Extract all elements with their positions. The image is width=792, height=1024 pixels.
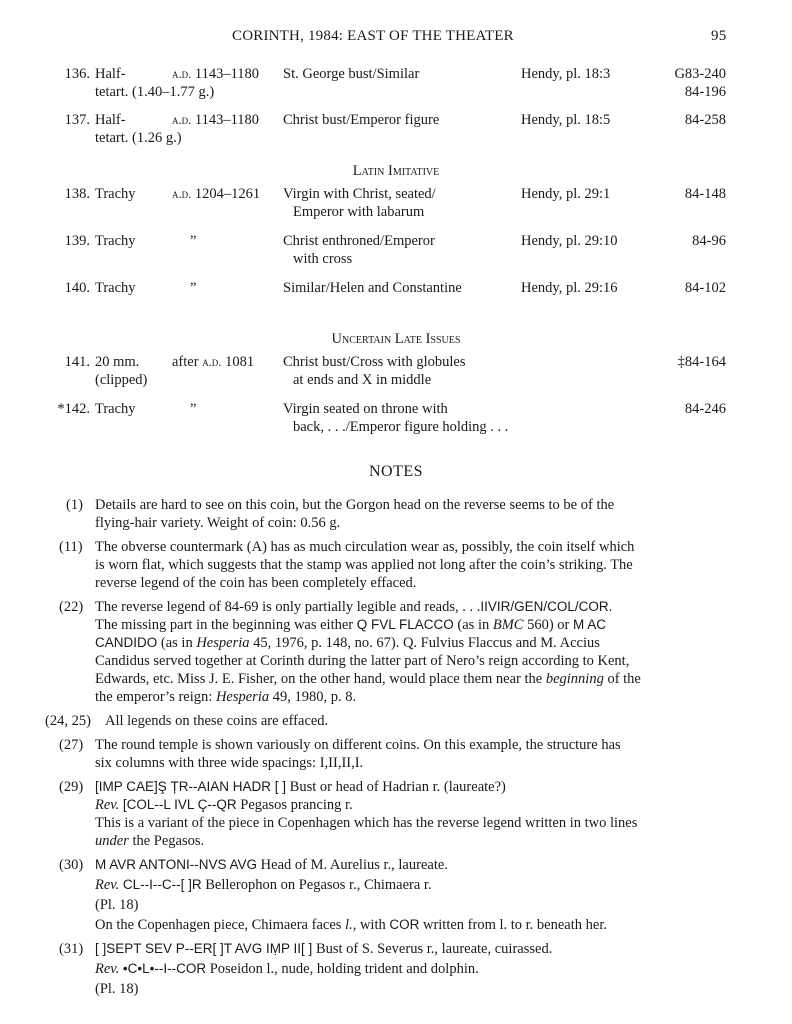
coin-types: with cross <box>293 251 353 267</box>
inventory-number: 84-96 <box>692 233 726 249</box>
date-range: a.d. 1204–1261 <box>172 186 261 202</box>
note-text-part: of the <box>607 671 641 687</box>
reference: Hendy, pl. 29:10 <box>521 233 618 249</box>
coin-legend: CANDIDO <box>95 635 158 650</box>
note-label: (27) <box>59 737 84 753</box>
note-label: (22) <box>59 599 84 615</box>
note-label: (29) <box>59 779 84 795</box>
catalogue-number: 136. <box>64 66 90 82</box>
note-text-part: Bust of S. Severus r., laureate, cuirassed. <box>315 941 553 957</box>
note-text <box>95 688 356 706</box>
coin-legend: Q FVL FLACCO <box>356 617 454 632</box>
note-text <box>95 778 506 796</box>
note-text-part: Pegasos prancing r. <box>240 797 353 813</box>
reverse-label: Rev. <box>95 797 120 813</box>
inventory-number: 84-246 <box>684 401 726 417</box>
note-text-part: 49, 1980, p. 8. <box>272 689 357 705</box>
note-text: The round temple is shown variously on different coins. On this example, the structure has <box>95 737 621 753</box>
note-text <box>95 960 479 978</box>
reverse-label: Rev. <box>95 961 120 977</box>
denomination: tetart. (1.40–1.77 g.) <box>95 84 215 100</box>
note-text-part: Poseidon l., nude, holding trident and dolphin. <box>209 961 479 977</box>
coin-legend: [COL--L IVL Ç--QR <box>122 797 237 812</box>
note-text-part: 560) or <box>527 617 570 633</box>
date-range: ” <box>190 280 197 296</box>
note-text: reverse legend of the coin has been completely effaced. <box>95 575 417 591</box>
coin-types: Virgin with Christ, seated/ <box>283 186 436 202</box>
note-text <box>95 832 204 850</box>
denomination: Half- <box>95 66 126 82</box>
coin-legend: •C•L•--I--COR <box>122 961 207 976</box>
coin-legend: M AC <box>573 617 607 632</box>
coin-types: Christ bust/Cross with globules <box>283 354 466 370</box>
emphasis: beginning <box>545 671 604 687</box>
date-range: a.d. 1143–1180 <box>172 66 260 82</box>
journal-ref: Hesperia <box>196 635 250 651</box>
note-text-part: Head of M. Aurelius r., laureate. <box>260 857 448 873</box>
date-range: ” <box>190 233 197 249</box>
denomination: Trachy <box>95 401 136 417</box>
date-range: after a.d. 1081 <box>172 354 255 370</box>
note-text <box>95 634 600 652</box>
note-text: six columns with three wide spacings: I,II,II,I. <box>95 755 364 771</box>
inventory-number: 84-102 <box>684 280 726 296</box>
note-text <box>95 670 641 688</box>
note-text-part: , with <box>352 917 386 933</box>
section-heading-uncertain-late-issues: Uncertain Late Issues <box>331 331 461 347</box>
catalogue-number: 137. <box>64 112 90 128</box>
note-text <box>95 916 607 934</box>
note-text: Details are hard to see on this coin, but the Gorgon head on the reverse seems to be of the <box>95 497 615 513</box>
note-text-part: Bellerophon on Pegasos r., Chimaera r. <box>205 877 432 893</box>
catalogue-number: 138. <box>64 186 90 202</box>
coin-types: at ends and X in middle <box>293 372 432 388</box>
note-text-part: the Pegasos. <box>132 833 205 849</box>
note-text <box>95 940 552 958</box>
page-number: 95 <box>711 28 727 44</box>
reference: Hendy, pl. 18:5 <box>521 112 611 128</box>
inventory-number: 84-148 <box>684 186 726 202</box>
denomination: (clipped) <box>95 372 148 388</box>
inventory-number: G83-240 <box>674 66 726 82</box>
coin-types: Christ bust/Emperor figure <box>283 112 440 128</box>
note-text-part: the emperor’s reign: <box>95 689 213 705</box>
coin-legend: CL--I--C--[ ]R <box>122 877 202 892</box>
note-text: This is a variant of the piece in Copenhagen which has the reverse legend written in two lines <box>95 815 638 831</box>
denomination: 20 mm. <box>95 354 140 370</box>
coin-types: Emperor with labarum <box>293 204 425 220</box>
coin-legend: [IMP CAE]Ş ȚR--AIAN HADR [ ] <box>95 779 287 794</box>
coin-types: Christ enthroned/Emperor <box>283 233 435 249</box>
denomination: Trachy <box>95 233 136 249</box>
catalogue-number: 139. <box>64 233 90 249</box>
note-text <box>95 616 606 634</box>
note-label: (11) <box>59 539 83 555</box>
coin-legend: [ ]SEPT SEV P--ER[ ]T AVG IṂP II[ ] <box>95 941 313 956</box>
note-text <box>95 796 353 814</box>
inventory-number: 84-196 <box>684 84 726 100</box>
coin-legend: COR <box>389 917 420 932</box>
reference: Hendy, pl. 18:3 <box>521 66 611 82</box>
note-label: (24, 25) <box>45 713 91 729</box>
note-text-part: Bust or head of Hadrian r. (laureate?) <box>289 779 506 795</box>
reverse-label: Rev. <box>95 877 120 893</box>
note-text-part: On the Copenhagen piece, Chimaera faces <box>95 917 342 933</box>
coin-types: Virgin seated on throne with <box>283 401 448 417</box>
note-text-part: The missing part in the beginning was either <box>95 617 354 633</box>
denomination: Half- <box>95 112 126 128</box>
note-text: is worn flat, which suggests that the stamp was applied not long after the coin’s striking. The <box>95 557 633 573</box>
coin-types: Similar/Helen and Constantine <box>283 280 462 296</box>
plate-ref: (Pl. 18) <box>95 981 139 997</box>
note-text-part: Edwards, etc. Miss J. E. Fisher, on the other hand, would place them near the <box>95 671 543 687</box>
notes-heading: NOTES <box>368 463 424 480</box>
coin-legend: M AVR ANTONI--NVS AVG <box>95 857 258 872</box>
running-title: CORINTH, 1984: EAST OF THE THEATER <box>232 28 514 44</box>
note-text <box>95 876 432 894</box>
denomination: tetart. (1.26 g.) <box>95 130 182 146</box>
note-text-part: 45, 1976, p. 148, no. 67). Q. Fulvius Flaccus and M. Accius <box>253 635 600 651</box>
plate-ref: (Pl. 18) <box>95 897 139 913</box>
catalogue-number: 140. <box>64 280 90 296</box>
date-range: a.d. 1143–1180 <box>172 112 260 128</box>
catalogue-number: 141. <box>64 354 90 370</box>
coin-types: back, . . ./Emperor figure holding . . . <box>293 419 509 435</box>
note-label: (1) <box>66 497 83 513</box>
emphasis: l. <box>345 917 353 933</box>
denomination: Trachy <box>95 186 136 202</box>
coin-legend: IIVIR/GEN/COL/COR. <box>480 599 613 614</box>
note-label: (30) <box>59 857 84 873</box>
section-heading-latin-imitative: Latin Imitative <box>352 163 440 179</box>
date-range: ” <box>190 401 197 417</box>
inventory-number: ‡84-164 <box>677 354 726 370</box>
inventory-number: 84-258 <box>684 112 726 128</box>
note-text-part: The reverse legend of 84-69 is only partially legible and reads, . . . <box>95 599 481 615</box>
emphasis: under <box>95 833 129 849</box>
reference: Hendy, pl. 29:16 <box>521 280 618 296</box>
denomination: Trachy <box>95 280 136 296</box>
note-text-part: (as in <box>160 635 193 651</box>
note-text <box>95 598 612 616</box>
catalogue-number: *142. <box>57 401 90 417</box>
note-text: All legends on these coins are effaced. <box>105 713 329 729</box>
coin-types: St. George bust/Similar <box>283 66 420 82</box>
note-text: flying-hair variety. Weight of coin: 0.56 g. <box>95 515 341 531</box>
note-text-part: written from l. to r. beneath her. <box>422 917 607 933</box>
note-text: Candidus served together at Corinth during the latter part of Nero’s reign according to Kent, <box>95 653 630 669</box>
journal-ref: Hesperia <box>215 689 270 705</box>
note-label: (31) <box>59 941 84 957</box>
reference: Hendy, pl. 29:1 <box>521 186 611 202</box>
journal-ref: BMC <box>492 617 524 633</box>
note-text: The obverse countermark (A) has as much circulation wear as, possibly, the coin itself which <box>95 539 635 555</box>
note-text <box>95 856 448 874</box>
note-text-part: (as in <box>457 617 490 633</box>
